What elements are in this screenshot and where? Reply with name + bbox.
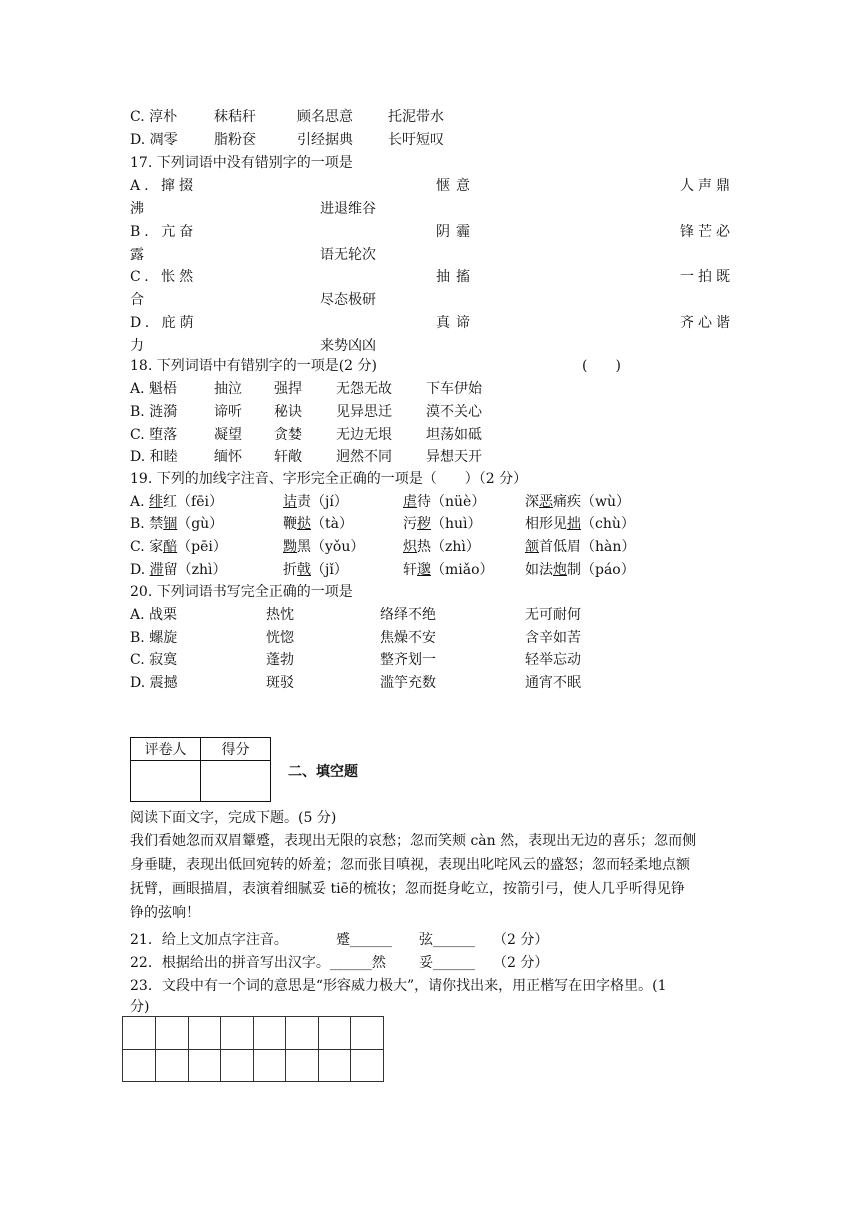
q17-a-w3: 人声鼎 xyxy=(680,178,734,194)
q19-a1-underlined: 绯 xyxy=(149,494,164,510)
q16-d-w4: 长吁短叹 xyxy=(388,132,444,148)
score-cell[interactable] xyxy=(201,761,271,802)
reviewer-cell[interactable] xyxy=(131,761,201,802)
score-header: 得分 xyxy=(201,738,271,761)
q17-c-w3: 一拍既 xyxy=(680,269,734,285)
q20-c-w3: 整齐划一 xyxy=(380,652,436,668)
q20-stem: 20. 下列词语书写完全正确的一项是 xyxy=(130,584,353,600)
q19-d4-post: 制（páo） xyxy=(567,562,635,578)
q17-b-w4: 语无轮次 xyxy=(320,247,376,263)
q20-c-w4: 轻举忘动 xyxy=(525,652,581,668)
q19-b2-post: （tà） xyxy=(311,516,353,532)
q21-blank-a[interactable]: 蹙______ xyxy=(336,932,392,948)
q19-b-item2 xyxy=(283,514,353,534)
q20-b-w3: 焦燥不安 xyxy=(380,630,436,646)
q19-c-item1 xyxy=(130,537,227,557)
q18-c-w2: 凝望 xyxy=(214,427,242,443)
score-table xyxy=(130,737,271,802)
q17-c-w3b: 合 xyxy=(130,292,144,308)
q18-c-w3: 贪婪 xyxy=(274,427,302,443)
q18-b-w1: B. 涟漪 xyxy=(130,404,178,420)
q19-c2-underlined: 黝 xyxy=(283,539,297,555)
q17-c-w1: C. 怅然 xyxy=(130,269,198,285)
q18-b-w3: 秘诀 xyxy=(274,404,302,420)
q19-a1-pre: A. xyxy=(130,494,150,510)
passage-line-3: 抚臂，画眼描眉，表演着细腻妥 tiē的梳妆；忽而挺身屹立，按箭引弓，使人几乎听得见铮 xyxy=(130,881,685,897)
q19-c1-underlined: 醅 xyxy=(163,539,178,555)
q18-stem: 18. 下列词语中有错别字的一项是(2 分) xyxy=(130,358,377,374)
q19-b4-post: （chù） xyxy=(581,516,635,532)
q17-c-w4: 尽态极研 xyxy=(320,292,376,308)
q19-a4-pre: 深 xyxy=(525,494,539,510)
q17-a-w1: A. 撺掇 xyxy=(130,178,198,194)
q19-a1-post: 红（fēi） xyxy=(163,494,223,510)
q18-a-w2: 抽泣 xyxy=(214,381,242,397)
q18-a-w4: 无怨无故 xyxy=(336,381,392,397)
q19-d1-post: 留（zhì） xyxy=(163,562,227,578)
q17-stem: 17. 下列词语中没有错别字的一项是 xyxy=(130,155,353,171)
q19-c-item4 xyxy=(525,537,635,557)
q21-stem: 21．给上文加点字注音。 xyxy=(130,932,288,948)
q19-c1-post: （pēi） xyxy=(177,539,227,555)
q19-a-item3 xyxy=(403,492,485,512)
q19-c4-underlined: 颔 xyxy=(525,539,539,555)
q19-d3-post: （miǎo） xyxy=(431,562,494,578)
q16-c-w2: 秣秸秆 xyxy=(214,109,256,125)
q16-c-w1: C. 淳朴 xyxy=(130,109,178,125)
q22-stem[interactable]: 22．根据给出的拼音写出汉字。______然 xyxy=(130,955,386,971)
q18-b-w2: 谛听 xyxy=(214,404,242,420)
q19-d4-underlined: 炮 xyxy=(553,562,567,578)
q17-d-w4: 来势凶凶 xyxy=(320,338,376,354)
q17-c-w2: 抽搐 xyxy=(436,269,476,285)
q17-d-w3b: 力 xyxy=(130,338,144,354)
q19-b3-post: （huì） xyxy=(431,516,482,532)
q17-a-w3b: 沸 xyxy=(130,201,144,217)
q19-b4-underlined: 拙 xyxy=(567,516,581,532)
q19-b-item4 xyxy=(525,514,635,534)
q17-b-w3b: 露 xyxy=(130,247,144,263)
q19-c3-underlined: 炽 xyxy=(403,539,417,555)
q18-b-w4: 见异思迁 xyxy=(336,404,392,420)
q19-d-item2 xyxy=(283,560,348,580)
q19-b-item3 xyxy=(403,514,482,534)
q20-b-w2: 恍惚 xyxy=(266,630,294,646)
q16-c-w4: 托泥带水 xyxy=(388,109,444,125)
q19-a4-post: 痛疾（wù） xyxy=(553,494,630,510)
q21-points: （2 分） xyxy=(493,932,549,948)
passage-intro: 阅读下面文字，完成下题。(5 分) xyxy=(130,810,337,826)
q19-d2-pre: 折 xyxy=(283,562,297,578)
q19-d-item1 xyxy=(130,560,227,580)
passage-line-1: 我们看她忽而双眉颦蹙，表现出无限的哀愁；忽而笑颊 càn 然，表现出无边的喜乐；忽而侧 xyxy=(130,833,697,849)
q20-a-w4: 无可耐何 xyxy=(525,607,581,623)
q19-a2-underlined: 诘 xyxy=(283,494,297,510)
q18-d-w5: 异想天开 xyxy=(426,449,482,465)
q16-c-w3: 顾名思意 xyxy=(297,109,353,125)
q18-answer-bracket: ( ) xyxy=(582,358,621,374)
q18-d-w3: 轩敞 xyxy=(274,449,302,465)
q21-blank-b[interactable]: 弦______ xyxy=(419,932,475,948)
q19-a3-underlined: 虐 xyxy=(403,494,417,510)
q19-c2-post: 黑（yǒu） xyxy=(297,539,365,555)
q19-d4-pre: 如法 xyxy=(525,562,553,578)
q18-c-w5: 坦荡如砥 xyxy=(426,427,482,443)
q19-d2-post: （jǐ） xyxy=(311,562,348,578)
q19-c1-pre: C. 家 xyxy=(130,539,164,555)
q19-a-item1 xyxy=(130,492,223,512)
q19-c3-post: 热（zhì） xyxy=(417,539,480,555)
q18-a-w1: A. 魁梧 xyxy=(130,381,178,397)
q19-d1-pre: D. xyxy=(130,562,150,578)
passage-line-4: 铮的弦响！ xyxy=(130,905,200,921)
q17-d-w3: 齐心谐 xyxy=(680,315,734,331)
q18-d-w1: D. 和睦 xyxy=(130,449,178,465)
q18-c-w1: C. 堕落 xyxy=(130,427,178,443)
q23-stem-cont: 分) xyxy=(130,999,150,1015)
section-title: 二、填空题 xyxy=(288,764,358,780)
q17-b-w3: 锋芒必 xyxy=(680,224,734,240)
q19-a-item2 xyxy=(283,492,348,512)
q19-d3-underlined: 邈 xyxy=(417,562,431,578)
q18-d-w4: 迥然不同 xyxy=(336,449,392,465)
q16-d-w1: D. 凋零 xyxy=(130,132,178,148)
q20-d-w3: 滥竽充数 xyxy=(380,675,436,691)
q19-d3-pre: 轩 xyxy=(403,562,417,578)
q20-b-w1: B. 螺旋 xyxy=(130,630,178,646)
q19-b2-pre: 鞭 xyxy=(283,516,297,532)
q20-a-w3: 络绎不绝 xyxy=(380,607,436,623)
q19-b2-underlined: 挞 xyxy=(297,516,311,532)
tianzige-grid[interactable] xyxy=(122,1016,384,1082)
q19-a2-post: 责（jí） xyxy=(297,494,348,510)
q20-c-w2: 蓬勃 xyxy=(266,652,294,668)
q19-d2-underlined: 戟 xyxy=(297,562,311,578)
q19-b3-pre: 污 xyxy=(403,516,417,532)
q16-d-w3: 引经据典 xyxy=(297,132,353,148)
q17-d-w2: 真谛 xyxy=(436,315,476,331)
q20-a-w2: 热忱 xyxy=(266,607,294,623)
q20-d-w2: 斑驳 xyxy=(266,675,294,691)
q19-b1-underlined: 锢 xyxy=(163,516,178,532)
q20-c-w1: C. 寂寞 xyxy=(130,652,178,668)
q19-d-item3 xyxy=(403,560,494,580)
q20-d-w1: D. 震撼 xyxy=(130,675,178,691)
q19-c-item3 xyxy=(403,537,480,557)
q19-d-item4 xyxy=(525,560,635,580)
q19-a4-underlined: 恶 xyxy=(539,494,553,510)
q19-b1-post: （gù） xyxy=(177,516,224,532)
passage-line-2: 身垂睫，表现出低回宛转的娇羞；忽而张目嗔视，表现出叱咤风云的盛怒；忽而轻柔地点额 xyxy=(130,857,690,873)
q18-d-w2: 缅怀 xyxy=(214,449,242,465)
q17-b-w2: 阴霾 xyxy=(436,224,476,240)
q23-stem: 23．文段中有一个词的意思是“形容威力极大”，请你找出来，用正楷写在田字格里。(1 xyxy=(130,978,667,994)
q18-c-w4: 无边无垠 xyxy=(336,427,392,443)
q19-b-item1 xyxy=(130,514,223,534)
q19-d1-underlined: 滞 xyxy=(149,562,164,578)
q16-d-w2: 脂粉奁 xyxy=(214,132,256,148)
q19-a-item4 xyxy=(525,492,630,512)
q19-b1-pre: B. 禁 xyxy=(130,516,164,532)
q22-blank[interactable]: 妥______ xyxy=(419,955,475,971)
q19-c4-post: 首低眉（hàn） xyxy=(539,539,636,555)
reviewer-header: 评卷人 xyxy=(131,738,201,761)
q19-stem: 19. 下列的加线字注音、字形完全正确的一项是（ ）（2 分） xyxy=(130,471,528,487)
q17-a-w4: 进退维谷 xyxy=(320,201,376,217)
q19-b3-underlined: 秽 xyxy=(417,516,431,532)
q19-b4-pre: 相形见 xyxy=(525,516,567,532)
q18-a-w5: 下车伊始 xyxy=(426,381,482,397)
q18-b-w5: 漠不关心 xyxy=(426,404,482,420)
q19-a3-post: 待（nüè） xyxy=(417,494,486,510)
q20-b-w4: 含辛如苦 xyxy=(525,630,581,646)
q17-d-w1: D. 庇荫 xyxy=(130,315,198,331)
q20-a-w1: A. 战栗 xyxy=(130,607,178,623)
q17-a-w2: 惬意 xyxy=(436,178,476,194)
q20-d-w4: 通宵不眠 xyxy=(525,675,581,691)
q18-a-w3: 强捍 xyxy=(274,381,302,397)
q17-b-w1: B. 亢奋 xyxy=(130,224,198,240)
q19-c-item2 xyxy=(283,537,364,557)
q22-points: （2 分） xyxy=(493,955,549,971)
